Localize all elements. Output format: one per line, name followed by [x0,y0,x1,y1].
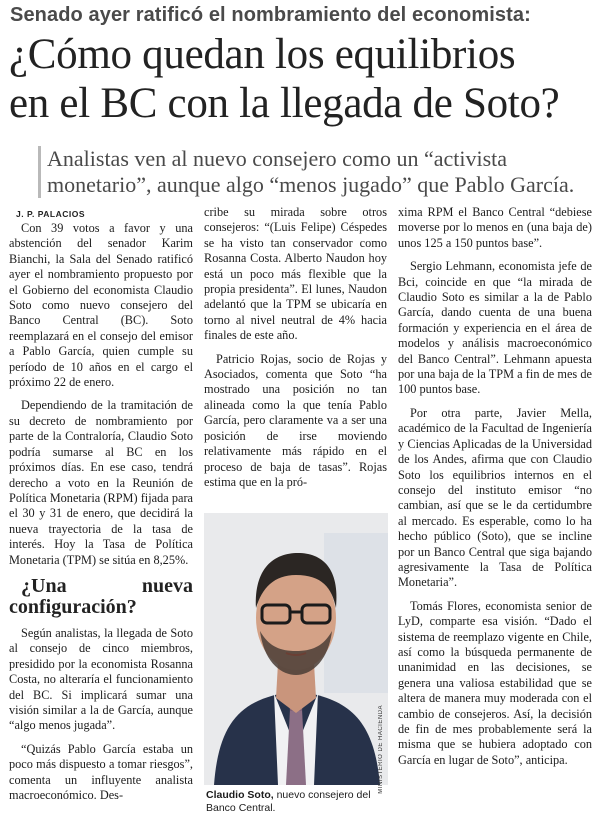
paragraph: Tomás Flores, economista senior de LyD, comparte esa visión. “Dado el sistema de reemplazo vigente en Chile, así como la búsqueda permanente de unanimidad en las decisiones, se genera una valiosa estabilidad que se altera de manera muy moderada con el cambio de consejeros. Así, la decisión de fin de mes probablemente será la misma que se hubiera adoptado con García en lugar de Soto”, anticipa. [398,598,592,767]
byline: J. P. PALACIOS [16,209,86,219]
article-column-2 [204,205,387,498]
article-column-1 [9,221,193,811]
caption-name: Claudio Soto, [206,789,274,801]
paragraph: cribe su mirada sobre otros consejeros: “(Luis Felipe) Céspedes se ha visto tan conservador como Rosanna Costa. Alberto Naudon hoy está un poco más flexible que la propia presidenta”. El lunes, Naudon adelantó que la TPM se ubicaría en torno al nivel neutral de 4% hacia finales de este año. [204,205,387,343]
paragraph: Con 39 votos a favor y una abstención del senador Karim Bianchi, la Sala del Senado ratificó ayer el nombramiento propuesto por el Gobierno del economista Claudio Soto como nuevo consejero del Banco Central (BC). Soto reemplazará en el consejo del emisor a Pablo García, quien cumple su período de 10 años en el cargo el próximo 22 de enero. [9,221,193,390]
paragraph: “Quizás Pablo García estaba un poco más dispuesto a tomar riesgos”, comenta un influyente analista macroeconómico. Des- [9,741,193,802]
caption-text: nuevo consejero del Banco Central. [206,789,371,814]
subtitle-line-1: Analistas ven al nuevo consejero como un “activista [47,146,508,171]
portrait-photo [204,513,388,785]
headline-line-1: ¿Cómo quedan los equilibrios [9,31,516,78]
paragraph: xima RPM el Banco Central “debiese moverse por lo menos en (una baja de) unos 125 a 150 puntos base”. [398,205,592,250]
photo-caption [206,789,390,815]
paragraph: Patricio Rojas, socio de Rojas y Asociados, comenta que Soto “ha mostrado una posición no tan alineada como la que tenía Pablo García, pero claramente va a ser una posición de irse moviendo relativamente más rápido en el proceso de baja de tasas”. Rojas estima que en la pró- [204,351,387,489]
paragraph: Dependiendo de la tramitación de su decreto de nombramiento por parte de la Contraloría, Claudio Soto podría sumarse al BC en los próximos días. En ese caso, tendrá derecho a voto en la Reunión de Política Monetaria (RPM) fijada para el 30 y 31 de enero, que decidirá la nueva trayectoria de la tasa de interés. Hoy la Tasa de Política Monetaria (TPM) se sitúa en 8,25%. [9,398,193,567]
portrait-illustration [204,513,388,785]
paragraph: Por otra parte, Javier Mella, académico de la Facultad de Ingeniería y Ciencias Aplicadas de la Universidad de los Andes, afirma que con Claudio Soto los equilibrios internos en el consejo del instituto emisor “no cambian, así que se le da certidumbre al mercado. Es esperable, como lo ha hecho público (Soto), que se incline por un Banco Central que siga bajando agresivamente la Tasa de Política Monetaria”. [398,405,592,590]
kicker: Senado ayer ratificó el nombramiento del economista: [10,4,531,26]
paragraph: Sergio Lehmann, economista jefe de Bci, coincide en que “la mirada de Claudio Soto es similar a la de Pablo García, dando cuenta de una buena formación y experiencia en el área de modelos y análisis macroeconómico del Banco Central”. Lehmann apuesta por una baja de la TPM a fin de mes de 100 puntos base. [398,259,592,397]
section-subhead: ¿Una nueva configuración? [9,574,193,618]
headline-line-2: en el BC con la llegada de Soto? [9,80,560,127]
photo-credit: MINISTERIO DE HACIENDA [378,705,384,794]
headline [9,30,594,128]
subtitle-line-2: monetario”, aunque algo “menos jugado” que Pablo García. [47,172,575,197]
subtitle [38,146,600,198]
paragraph: Según analistas, la llegada de Soto al consejo de cinco miembros, presidido por la economista Rosanna Costa, no alteraría el funcionamiento del BC. Si implicará sumar una visión similar a la de García, aunque “algo menos jugada”. [9,625,193,733]
article-column-3 [398,205,592,776]
